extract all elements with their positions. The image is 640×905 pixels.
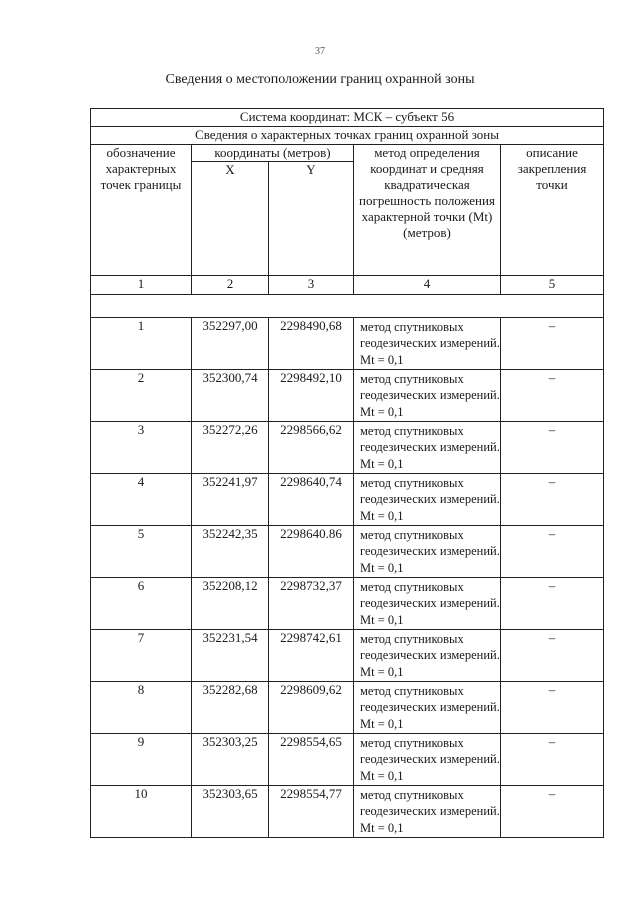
description-cell: – — [501, 474, 604, 526]
header-designation: обозначение характерных точек границы — [91, 145, 192, 276]
boundary-points-table — [90, 108, 604, 838]
point-cell: 4 — [91, 474, 192, 526]
description-cell: – — [501, 422, 604, 474]
description-cell: – — [501, 734, 604, 786]
y-coordinate-cell: 2298742,61 — [269, 630, 354, 682]
header-coordinates: координаты (метров) — [192, 145, 354, 162]
y-coordinate-cell: 2298554,65 — [269, 734, 354, 786]
section-info-row — [91, 127, 604, 145]
header-y: Y — [269, 162, 354, 276]
description-cell: – — [501, 578, 604, 630]
x-coordinate-cell: 352241,97 — [192, 474, 269, 526]
header-description: описание закрепления точки — [501, 145, 604, 276]
page-number: 37 — [315, 46, 325, 57]
y-coordinate-cell: 2298609,62 — [269, 682, 354, 734]
table-row — [91, 370, 604, 422]
document-title: Сведения о местоположении границ охранной зоны — [165, 72, 475, 87]
method-cell: метод спутниковых геодезических измерений. Mt = 0,1 — [354, 318, 501, 370]
method-cell: метод спутниковых геодезических измерений. Mt = 0,1 — [354, 474, 501, 526]
point-cell: 6 — [91, 578, 192, 630]
x-coordinate-cell: 352272,26 — [192, 422, 269, 474]
table-row — [91, 734, 604, 786]
method-cell: метод спутниковых геодезических измерений. Mt = 0,1 — [354, 370, 501, 422]
x-coordinate-cell: 352297,00 — [192, 318, 269, 370]
column-number: 5 — [501, 276, 604, 295]
table-row — [91, 786, 604, 838]
description-cell: – — [501, 630, 604, 682]
x-coordinate-cell: 352242,35 — [192, 526, 269, 578]
description-cell: – — [501, 786, 604, 838]
spacer-row — [91, 295, 604, 318]
column-numbers-row — [91, 276, 604, 295]
method-cell: метод спутниковых геодезических измерений. Mt = 0,1 — [354, 630, 501, 682]
y-coordinate-cell: 2298640,74 — [269, 474, 354, 526]
method-cell: метод спутниковых геодезических измерений. Mt = 0,1 — [354, 786, 501, 838]
description-cell: – — [501, 370, 604, 422]
method-cell: метод спутниковых геодезических измерений. Mt = 0,1 — [354, 734, 501, 786]
header-row-1 — [91, 145, 604, 162]
header-x: X — [192, 162, 269, 276]
y-coordinate-cell: 2298566,62 — [269, 422, 354, 474]
point-cell: 3 — [91, 422, 192, 474]
point-cell: 7 — [91, 630, 192, 682]
description-cell: – — [501, 682, 604, 734]
table-row — [91, 526, 604, 578]
y-coordinate-cell: 2298732,37 — [269, 578, 354, 630]
table-row — [91, 474, 604, 526]
table-row — [91, 422, 604, 474]
x-coordinate-cell: 352303,25 — [192, 734, 269, 786]
y-coordinate-cell: 2298554,77 — [269, 786, 354, 838]
point-cell: 2 — [91, 370, 192, 422]
table-row — [91, 318, 604, 370]
table-row — [91, 682, 604, 734]
section-info-label: Сведения о характерных точках границ охранной зоны — [91, 127, 604, 145]
point-cell: 5 — [91, 526, 192, 578]
y-coordinate-cell: 2298640.86 — [269, 526, 354, 578]
x-coordinate-cell: 352282,68 — [192, 682, 269, 734]
description-cell: – — [501, 526, 604, 578]
point-cell: 10 — [91, 786, 192, 838]
x-coordinate-cell: 352231,54 — [192, 630, 269, 682]
method-cell: метод спутниковых геодезических измерений. Mt = 0,1 — [354, 682, 501, 734]
column-number: 4 — [354, 276, 501, 295]
x-coordinate-cell: 352300,74 — [192, 370, 269, 422]
point-cell: 9 — [91, 734, 192, 786]
x-coordinate-cell: 352208,12 — [192, 578, 269, 630]
column-number: 3 — [269, 276, 354, 295]
coordinate-system-label: Система координат: МСК – субъект 56 — [91, 109, 604, 127]
method-cell: метод спутниковых геодезических измерений. Mt = 0,1 — [354, 422, 501, 474]
column-number: 1 — [91, 276, 192, 295]
x-coordinate-cell: 352303,65 — [192, 786, 269, 838]
y-coordinate-cell: 2298492,10 — [269, 370, 354, 422]
method-cell: метод спутниковых геодезических измерений. Mt = 0,1 — [354, 526, 501, 578]
coordinate-system-row — [91, 109, 604, 127]
table-row — [91, 630, 604, 682]
table-row — [91, 578, 604, 630]
point-cell: 8 — [91, 682, 192, 734]
point-cell: 1 — [91, 318, 192, 370]
spacer-cell — [91, 295, 604, 318]
y-coordinate-cell: 2298490,68 — [269, 318, 354, 370]
column-number: 2 — [192, 276, 269, 295]
header-method: метод определения координат и средняя квадратическая погрешность положения характерной точки (Mt) (метров) — [354, 145, 501, 276]
description-cell: – — [501, 318, 604, 370]
method-cell: метод спутниковых геодезических измерений. Mt = 0,1 — [354, 578, 501, 630]
